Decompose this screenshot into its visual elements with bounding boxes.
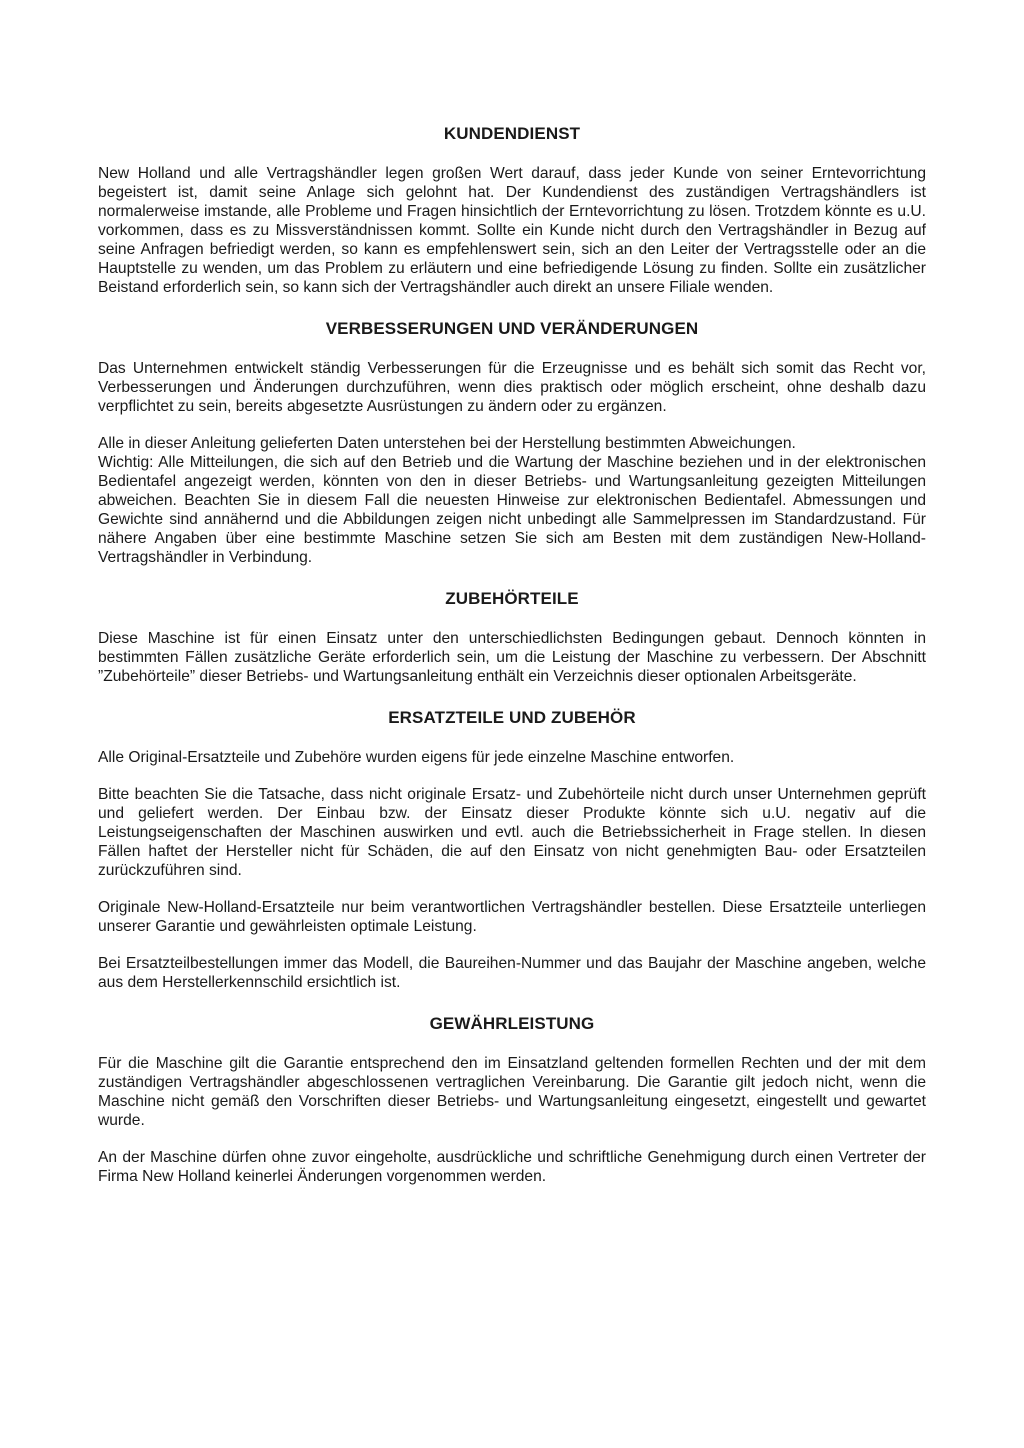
paragraph-ersatzteile-1: Alle Original-Ersatzteile und Zubehöre wurden eigens für jede einzelne Maschine entworfen.	[98, 749, 735, 766]
section-title-zubehoerteile: ZUBEHÖRTEILE	[445, 589, 579, 608]
paragraph-verbesserungen-2: Alle in dieser Anleitung gelieferten Daten unterstehen bei der Herstellung bestimmten Abweichungen.	[98, 435, 796, 452]
paragraph-verbesserungen-3: Wichtig: Alle Mitteilungen, die sich auf den Betrieb und die Wartung der Maschine beziehen und in der elektronischen Bedientafel angezeigt werden, könnten von den in dieser Betriebs- und Wartungsanleitung gezeigten Mitteilungen abweichen. Beachten Sie in diesem Fall die neuesten Hinweise zur elektronischen Bedientafel. Abmessungen und Gewichte sind annähernd und die Abbildungen zeigen nicht unbedingt alle Sammelpressen im Standardzustand. Für nähere Angaben über eine bestimmte Maschine setzen Sie sich am Besten mit dem zuständigen New-Holland-Vertragshändler in Verbindung.	[98, 454, 926, 566]
document-page	[98, 122, 926, 1186]
paragraph-verbesserungen-1: Das Unternehmen entwickelt ständig Verbesserungen für die Erzeugnisse und es behält sich somit das Recht vor, Verbesserungen und Änderungen durchzuführen, wenn dies praktisch oder möglich erscheint, ohne deshalb dazu verpflichtet zu sein, bereits abgesetzte Ausrüstungen zu ändern oder zu ergänzen.	[98, 360, 926, 415]
paragraph-kundendienst-1: New Holland und alle Vertragshändler legen großen Wert darauf, dass jeder Kunde von seiner Erntevorrichtung begeistert ist, damit seine Anlage sich gelohnt hat. Der Kundendienst des zuständigen Vertragshändlers ist normalerweise imstande, alle Probleme und Fragen hinsichtlich der Erntevorrichtung zu lösen. Trotzdem könnte es u.U. vorkommen, dass es zu Missverständnissen kommt. Sollte ein Kunde nicht durch den Vertragshändler in Bezug auf seine Anfragen befriedigt werden, so kann es empfehlenswert sein, sich an den Leiter der Vertragsstelle oder an die Hauptstelle zu wenden, um das Problem zu erläutern und eine befriedigende Lösung zu finden. Sollte ein zusätzlicher Beistand erforderlich sein, so kann sich der Vertragshändler auch direkt an unsere Filiale wenden.	[98, 165, 926, 296]
paragraph-ersatzteile-3: Originale New-Holland-Ersatzteile nur beim verantwortlichen Vertragshändler bestellen. Diese Ersatzteile unterliegen unserer Garantie und gewährleisten optimale Leistung.	[98, 899, 926, 935]
paragraph-gewaehrleistung-2: An der Maschine dürfen ohne zuvor eingeholte, ausdrückliche und schriftliche Genehmigung durch einen Vertreter der Firma New Holland keinerlei Änderungen vorgenommen werden.	[98, 1149, 926, 1185]
paragraph-zubehoerteile-1: Diese Maschine ist für einen Einsatz unter den unterschiedlichsten Bedingungen gebaut. Dennoch könnten in bestimmten Fällen zusätzliche Geräte erforderlich sein, um die Leistung der Maschine zu verbessern. Der Abschnitt ”Zubehörteile” dieser Betriebs- und Wartungsanleitung enthält ein Verzeichnis dieser optionalen Arbeitsgeräte.	[98, 630, 926, 685]
paragraph-gewaehrleistung-1: Für die Maschine gilt die Garantie entsprechend den im Einsatzland geltenden formellen Rechten und der mit dem zuständigen Vertragshändler abgeschlossenen vertraglichen Vereinbarung. Die Garantie gilt jedoch nicht, wenn die Maschine nicht gemäß den Vorschriften dieser Betriebs- und Wartungsanleitung eingesetzt, eingestellt und gewartet wurde.	[98, 1055, 926, 1129]
section-title-verbesserungen: VERBESSERUNGEN UND VERÄNDERUNGEN	[325, 319, 699, 338]
paragraph-ersatzteile-4: Bei Ersatzteilbestellungen immer das Modell, die Baureihen-Nummer und das Baujahr der Maschine angeben, welche aus dem Herstellerkennschild ersichtlich ist.	[98, 955, 926, 991]
section-title-ersatzteile: ERSATZTEILE UND ZUBEHÖR	[388, 708, 636, 727]
paragraph-ersatzteile-2: Bitte beachten Sie die Tatsache, dass nicht originale Ersatz- und Zubehörteile nicht durch unser Unternehmen geprüft und geliefert werden. Der Einbau bzw. der Einsatz dieser Produkte könnte sich u.U. negativ auf die Leistungseigenschaften der Maschinen auswirken und evtl. auch die Betriebssicherheit in Frage stellen. In diesen Fällen haftet der Hersteller nicht für Schäden, die auf den Einsatz von nicht genehmigten Bau- oder Ersatzteilen zurückzuführen sind.	[98, 786, 926, 879]
section-title-gewaehrleistung: GEWÄHRLEISTUNG	[429, 1014, 595, 1033]
section-title-kundendienst: KUNDENDIENST	[443, 124, 581, 143]
